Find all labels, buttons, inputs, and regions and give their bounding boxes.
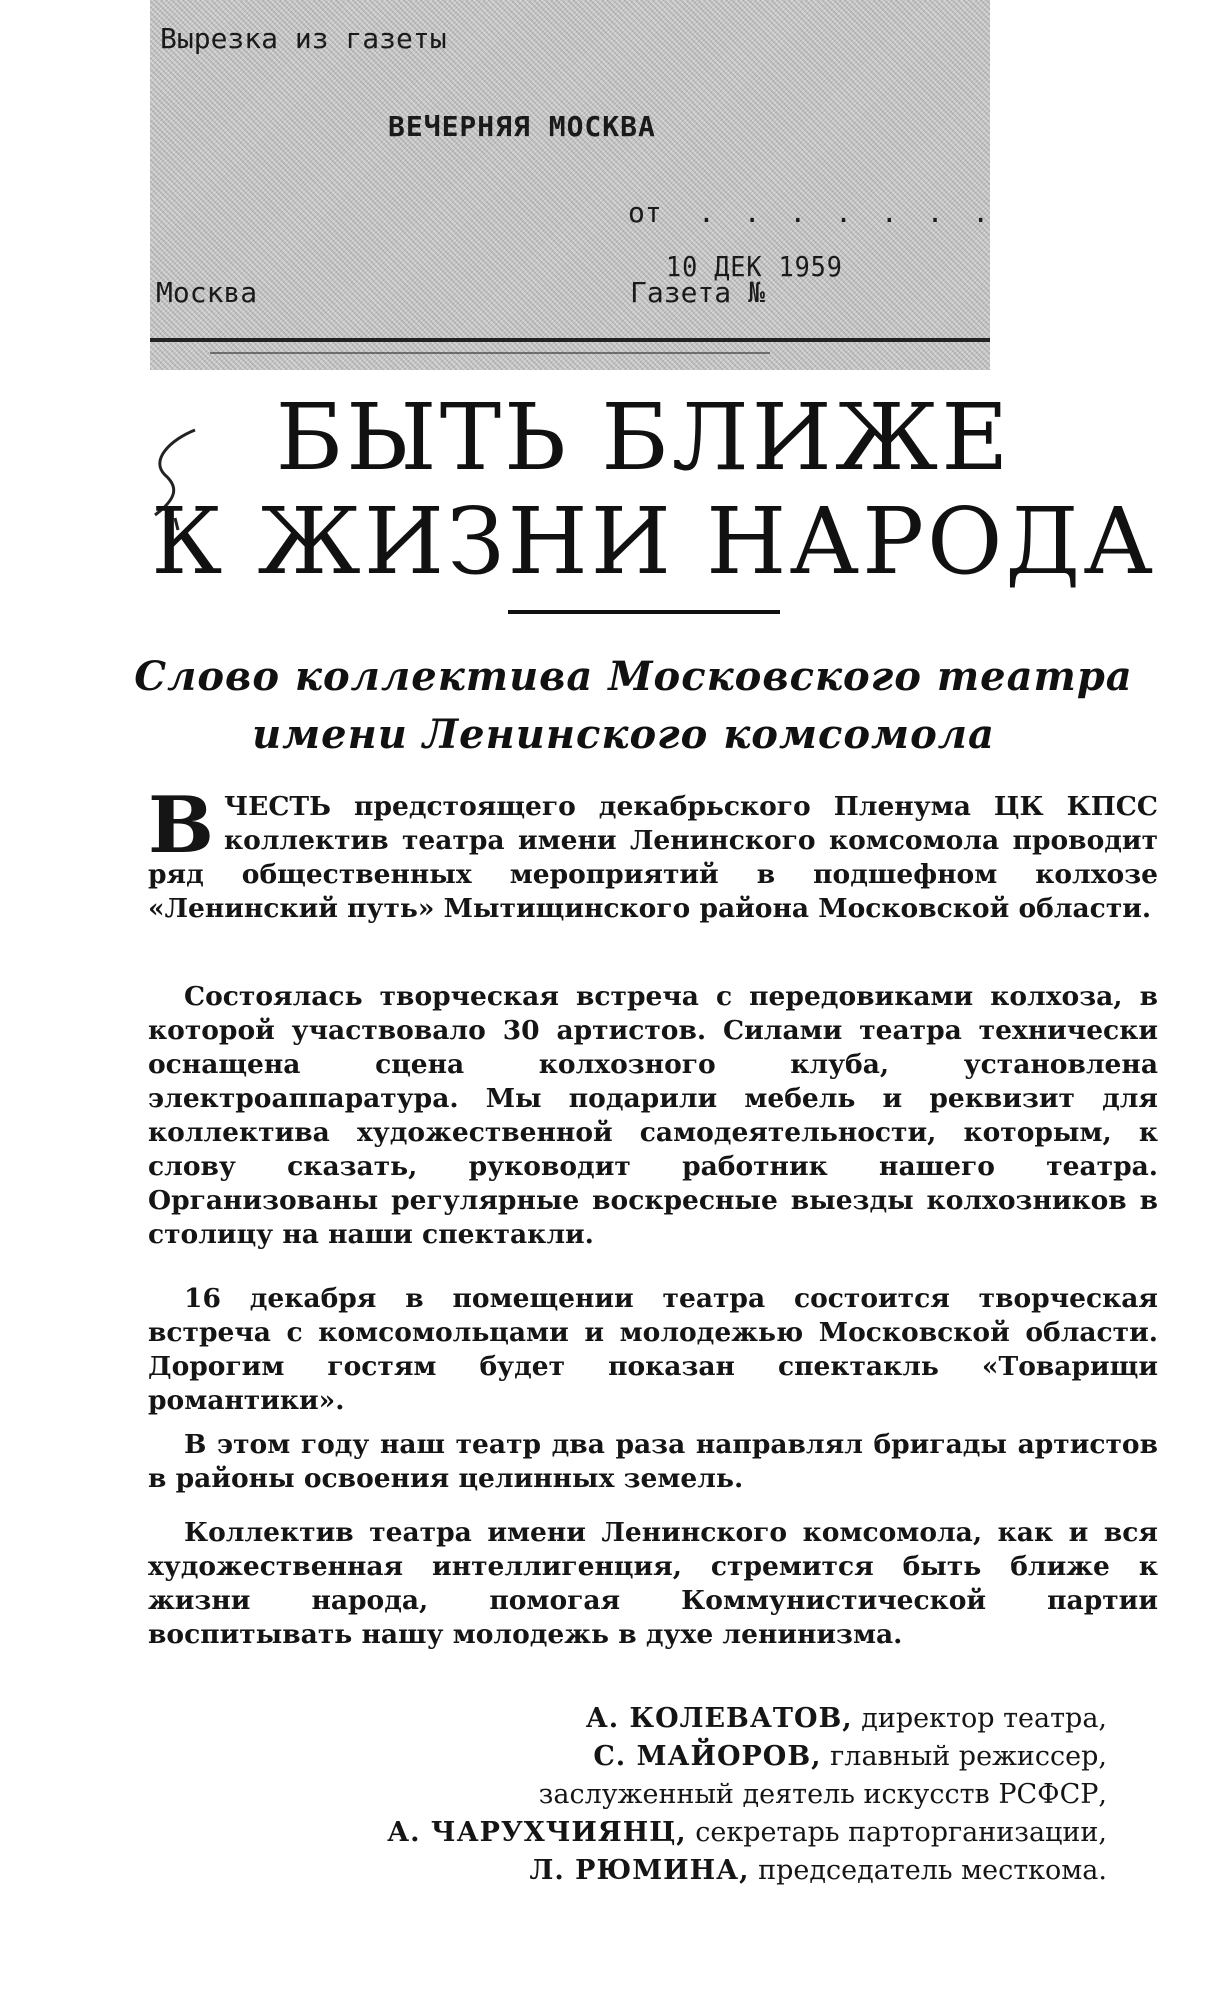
newspaper-name: ВЕЧЕРНЯЯ МОСКВА bbox=[388, 110, 656, 143]
signature-2-title bbox=[539, 1776, 1107, 1814]
clipping-header bbox=[150, 0, 996, 370]
signature-name: С. МАЙОРОВ, bbox=[593, 1741, 822, 1772]
paragraph-3: 16 декабря в помещении театра состоится творческая встреча с комсомольцами и молодежью Московской области. Дорогим гостям будет показан спектакль «Товарищи романтики». bbox=[148, 1283, 1158, 1416]
headline-line-2: К ЖИЗНИ НАРОДА bbox=[151, 488, 1156, 595]
header-rule-secondary bbox=[210, 352, 770, 354]
drop-cap: В bbox=[148, 780, 214, 871]
paragraph-4: В этом году наш театр два раза направлял бригады артистов в районы освоения целинных земель. bbox=[148, 1429, 1158, 1494]
signature-name: А. КОЛЕВАТОВ, bbox=[585, 1703, 853, 1734]
signature-name: А. ЧАРУХЧИЯНЦ, bbox=[387, 1817, 687, 1848]
signature-4 bbox=[529, 1852, 1107, 1890]
from-label: от bbox=[628, 196, 662, 229]
from-dots: . . . . . . . bbox=[698, 196, 996, 229]
headline-rule bbox=[508, 610, 780, 614]
signature-role: главный режиссер, bbox=[821, 1741, 1107, 1772]
clip-label: Вырезка из газеты bbox=[160, 22, 447, 55]
subtitle-line-1: Слово коллектива Московского театра bbox=[134, 653, 1133, 700]
signature-name: Л. РЮМИНА, bbox=[529, 1855, 750, 1886]
signature-role: директор театра, bbox=[852, 1703, 1107, 1734]
header-rule bbox=[150, 338, 990, 342]
signature-role: секретарь парторганизации, bbox=[686, 1817, 1107, 1848]
signature-role: председатель месткома. bbox=[749, 1855, 1107, 1886]
issue-label: Газета № bbox=[630, 276, 765, 309]
headline-line-1: БЫТЬ БЛИЖЕ bbox=[275, 384, 1012, 491]
signature-3 bbox=[387, 1814, 1107, 1852]
signature-role: заслуженный деятель искусств РСФСР, bbox=[538, 1779, 1107, 1810]
paragraph-1 bbox=[148, 780, 1158, 926]
city-label: Москва bbox=[156, 276, 258, 309]
paragraph-2: Состоялась творческая встреча с передовиками колхоза, в которой участвовало 30 артистов. Силами театра технически оснащена сцена колхозного клуба, установлена электроаппаратура. Мы подарили мебель и реквизит для коллектива художественной самодеятельности, которым, к слову сказать, руководит работник нашего театра. Организованы регулярные воскресные выезды колхозников в столицу на наши спектакли. bbox=[148, 981, 1158, 1250]
paragraph-5: Коллектив театра имени Ленинского комсомола, как и вся художественная интеллигенция, стремится быть ближе к жизни народа, помогая Коммунистической партии воспитывать нашу молодежь в духе ленинизма. bbox=[148, 1517, 1158, 1650]
paragraph-1-text: ЧЕСТЬ предстоящего декабрьского Пленума ЦК КПСС коллектив театра имени Ленинского комсомола проводит ряд общественных мероприятий в подшефном колхозе «Ленинский путь» Мытищинского района Московской области. bbox=[148, 791, 1158, 924]
subtitle-line-2: имени Ленинского комсомола bbox=[252, 711, 995, 758]
date-stamp: 10 ДЕК 1959 bbox=[666, 250, 843, 283]
signature-2 bbox=[593, 1738, 1107, 1776]
signature-1 bbox=[586, 1700, 1107, 1738]
